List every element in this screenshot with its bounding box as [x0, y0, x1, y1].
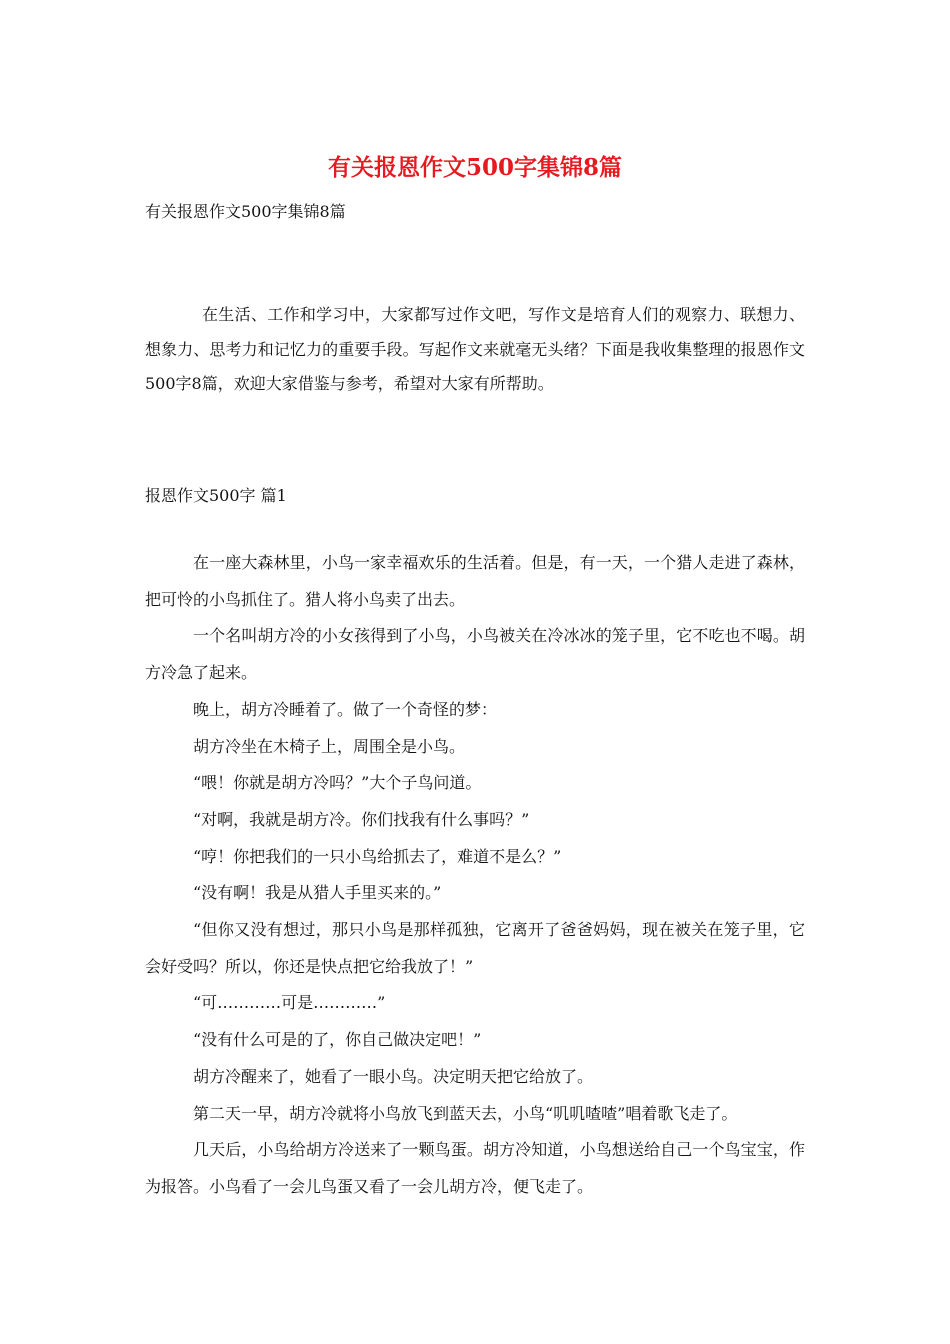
section-heading: 报恩作文500字 篇1 [145, 486, 287, 505]
essay-body [145, 545, 805, 1206]
essay-paragraph: “可…………可是…………” [193, 993, 386, 1013]
intro-paragraph: 在生活、工作和学习中，大家都写过作文吧，写作文是培育人们的观察力、联想力、想象力、思考力和记忆力的重要手段。写起作文来就毫无头绪？下面是我收集整理的报恩作文500字8篇，欢迎大家借鉴与参考，希望对大家有所帮助。 [145, 305, 805, 393]
essay-paragraph: 一个名叫胡方冷的小女孩得到了小鸟，小鸟被关在冷冰冰的笼子里，它不吃也不喝。胡方冷急了起来。 [145, 626, 805, 683]
essay-paragraph: 几天后，小鸟给胡方冷送来了一颗鸟蛋。胡方冷知道，小鸟想送给自己一个鸟宝宝，作为报答。小鸟看了一会儿鸟蛋又看了一会儿胡方冷，便飞走了。 [145, 1140, 805, 1196]
essay-paragraph: “哼！你把我们的一只小鸟给抓去了，难道不是么？” [193, 846, 562, 866]
document-subtitle: 有关报恩作文500字集锦8篇 [145, 202, 346, 221]
essay-paragraph: 第二天一早，胡方冷就将小鸟放飞到蓝天去，小鸟“叽叽喳喳”唱着歌飞走了。 [193, 1103, 738, 1123]
essay-paragraph: “没有什么可是的了，你自己做决定吧！” [193, 1030, 482, 1050]
essay-paragraph: “没有啊！我是从猎人手里买来的。” [193, 883, 442, 903]
essay-paragraph: 胡方冷醒来了，她看了一眼小鸟。决定明天把它给放了。 [193, 1066, 594, 1086]
essay-paragraph: “但你又没有想过，那只小鸟是那样孤独，它离开了爸爸妈妈，现在被关在笼子里，它会好受吗？所以，你还是快点把它给我放了！” [145, 920, 805, 976]
essay-paragraph: “对啊，我就是胡方冷。你们找我有什么事吗？” [193, 809, 530, 829]
essay-paragraph: 晚上，胡方冷睡着了。做了一个奇怪的梦： [193, 699, 498, 719]
essay-paragraph: 胡方冷坐在木椅子上，周围全是小鸟。 [193, 736, 466, 756]
document-title: 有关报恩作文500字集锦8篇 [327, 154, 622, 181]
essay-paragraph: 在一座大森林里，小鸟一家幸福欢乐的生活着。但是，有一天，一个猎人走进了森林，把可怜的小鸟抓住了。猎人将小鸟卖了出去。 [145, 553, 805, 609]
essay-paragraph: “喂！你就是胡方冷吗？”大个子鸟问道。 [193, 773, 482, 793]
